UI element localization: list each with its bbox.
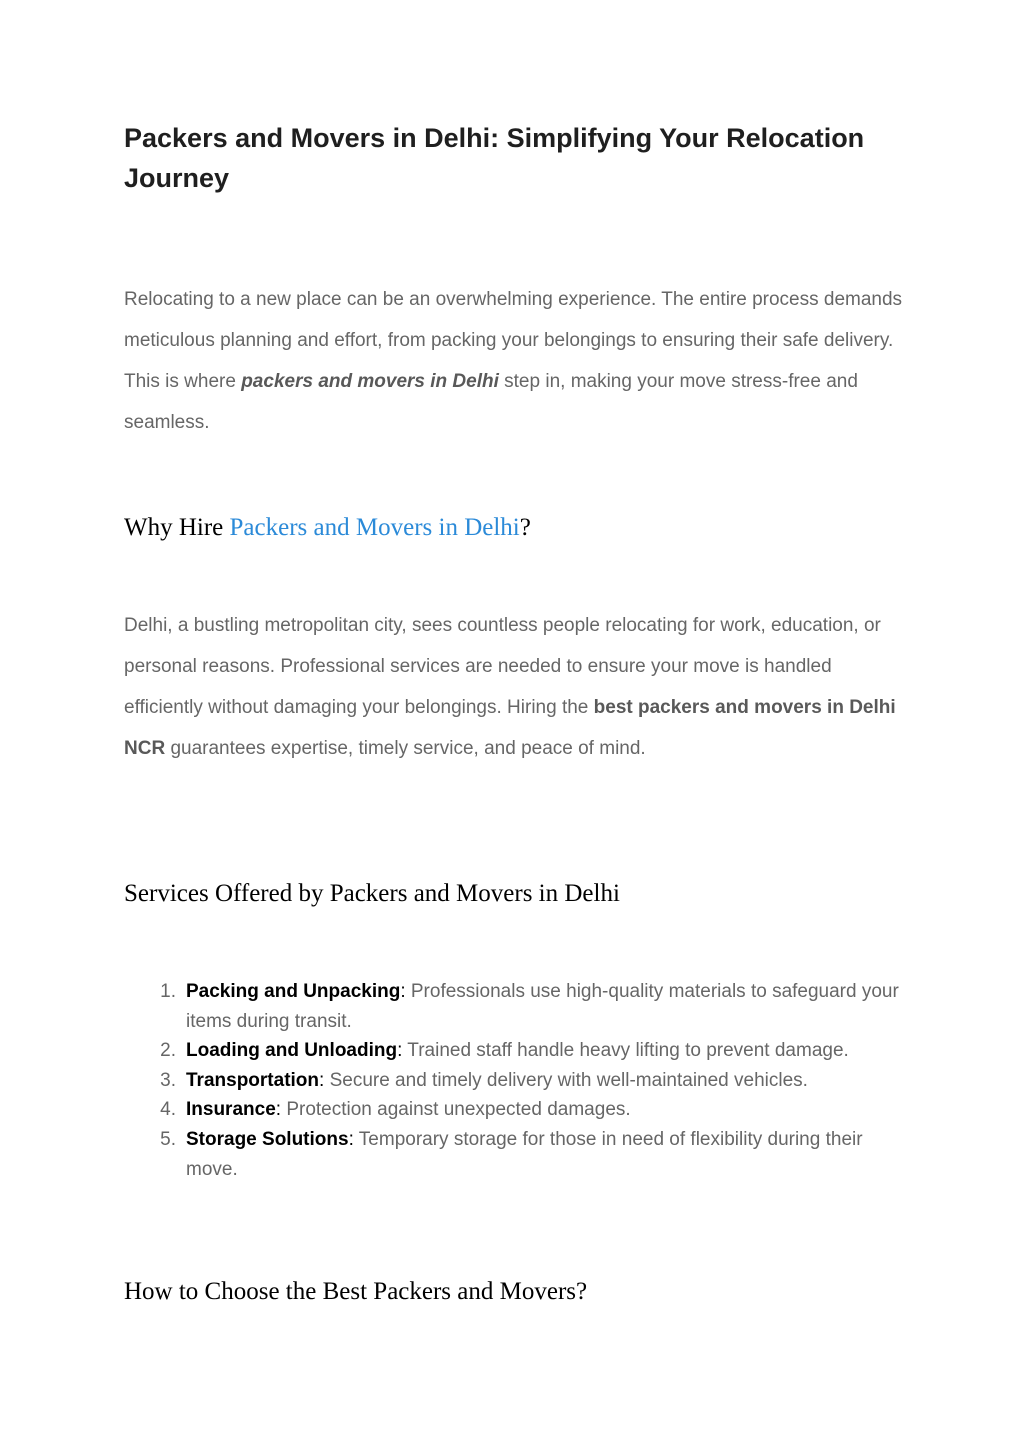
list-item: 2. Loading and Unloading: Trained staff handle heavy lifting to prevent damage. — [150, 1036, 914, 1066]
list-item-number: 1. — [160, 981, 176, 1002]
why-hire-text-before: Delhi, a bustling metropolitan city, sees countless people relocating for work, education, or personal reasons. Professional services are needed to ensure your move is handled efficiently without damaging your belongings. Hiring the — [124, 615, 881, 718]
list-item: 3. Transportation: Secure and timely delivery with well-maintained vehicles. — [150, 1066, 914, 1096]
intro-paragraph — [124, 279, 914, 443]
why-hire-text-after: guarantees expertise, timely service, and peace of mind. — [165, 738, 646, 759]
list-item-number: 4. — [160, 1099, 176, 1121]
service-description: Trained staff handle heavy lifting to prevent damage. — [402, 1040, 849, 1062]
service-term: Loading and Unloading — [186, 1040, 398, 1062]
packers-movers-delhi-link[interactable]: Packers and Movers in Delhi — [229, 514, 520, 541]
services-list — [150, 977, 914, 1184]
list-item: 5. Storage Solutions: Temporary storage for those in need of flexibility during their move. — [150, 1125, 914, 1184]
intro-emphasis: packers and movers in Delhi — [241, 371, 499, 392]
document-title: Packers and Movers in Delhi: Simplifying Your Relocation Journey — [124, 123, 865, 193]
why-hire-heading — [124, 512, 914, 544]
list-item: 1. Packing and Unpacking: Professionals use high-quality materials to safeguard your items during transit. — [150, 977, 914, 1036]
service-term: Insurance — [186, 1099, 276, 1121]
intro-text-after: step in, making your move stress-free and seamless. — [124, 371, 858, 433]
why-hire-paragraph — [124, 605, 914, 769]
list-item-number: 3. — [160, 1069, 176, 1091]
service-term: Packing and Unpacking — [186, 981, 401, 1002]
service-description: Protection against unexpected damages. — [281, 1099, 631, 1121]
services-heading: Services Offered by Packers and Movers in Delhi — [124, 880, 620, 907]
why-hire-bold-text: best packers and movers in Delhi NCR — [124, 697, 896, 759]
service-term: Storage Solutions — [186, 1128, 349, 1150]
list-item: 4. Insurance: Protection against unexpected damages. — [150, 1095, 914, 1125]
service-term: Transportation — [186, 1069, 320, 1091]
service-description: Professionals use high-quality materials to safeguard your items during transit. — [186, 981, 899, 1032]
why-hire-heading-suffix: ? — [519, 514, 531, 541]
choose-heading: How to Choose the Best Packers and Movers? — [124, 1278, 588, 1305]
list-item-number: 5. — [160, 1128, 176, 1150]
list-item-number: 2. — [160, 1040, 176, 1062]
intro-text-before: Relocating to a new place can be an overwhelming experience. The entire process demands meticulous planning and effort, from packing your belongings to ensuring their safe delivery. This is where — [124, 289, 903, 392]
service-description: Secure and timely delivery with well-maintained vehicles. — [324, 1069, 808, 1091]
service-description: Temporary storage for those in need of flexibility during their move. — [186, 1128, 863, 1180]
why-hire-heading-prefix: Why Hire — [124, 514, 230, 541]
